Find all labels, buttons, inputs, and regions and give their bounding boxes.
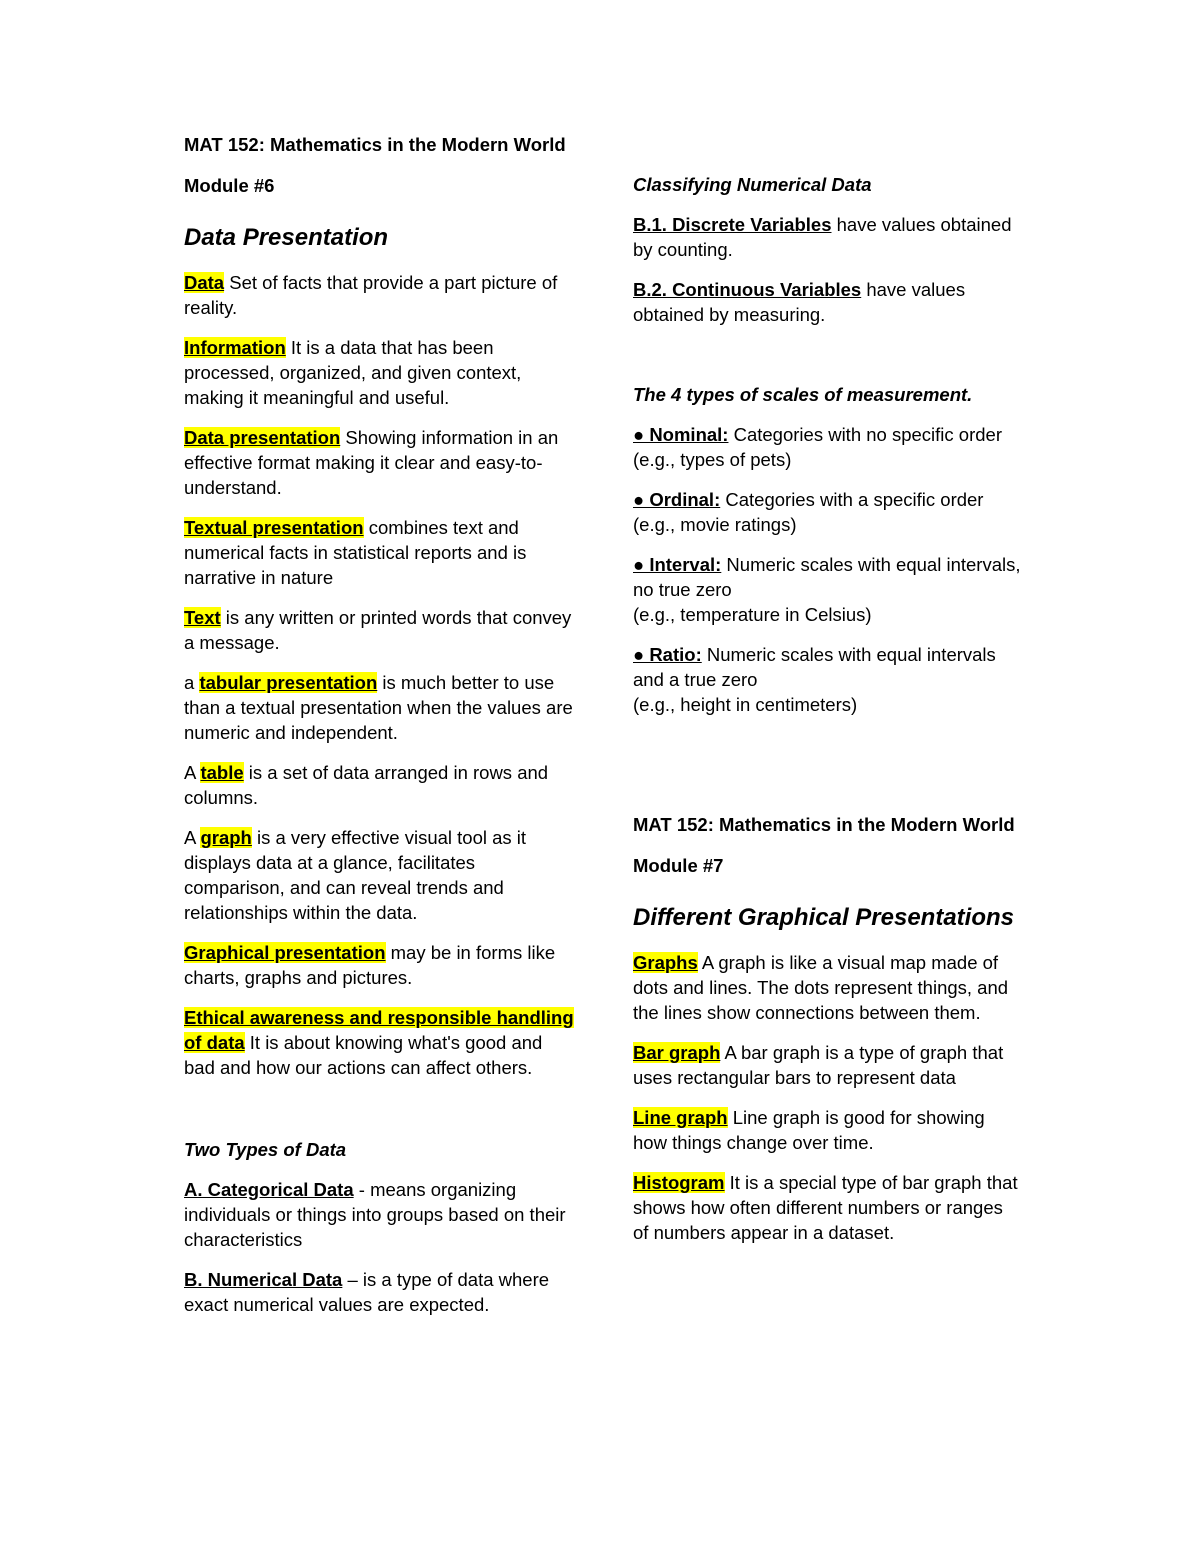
definition-graphs: Graphs A graph is like a visual map made of dots and lines. The dots represent things, and the lines show connections between them. xyxy=(633,952,1009,1023)
term-information: Information xyxy=(184,337,286,358)
term-ethical-awareness: Ethical awareness and responsible handling of data xyxy=(184,1007,574,1053)
term-continuous-variables: B.2. Continuous Variables xyxy=(633,279,862,300)
definition-histogram: Histogram It is a special type of bar graph that shows how often different numbers or ranges of numbers appear in a dataset. xyxy=(633,1172,1018,1243)
definition-tabular-presentation: a tabular presentation is much better to use than a textual presentation when the values are numeric and independent. xyxy=(184,672,573,743)
term-data-presentation: Data presentation xyxy=(184,427,341,448)
definition-bar-graph: Bar graph A bar graph is a type of graph that uses rectangular bars to represent data xyxy=(633,1042,1004,1088)
term-numerical-data: B. Numerical Data xyxy=(184,1269,343,1290)
scale-ordinal: ● Ordinal: Categories with a specific order (e.g., movie ratings) xyxy=(633,489,984,535)
term-data: Data xyxy=(184,272,225,293)
term-textual-presentation: Textual presentation xyxy=(184,517,364,538)
module-6-label: Module #6 xyxy=(184,175,275,196)
term-nominal: ● Nominal: xyxy=(633,424,729,445)
course-title-module-7: MAT 152: Mathematics in the Modern World xyxy=(633,814,1015,835)
spacer xyxy=(633,732,1023,798)
scale-ratio: ● Ratio: Numeric scales with equal intervals and a true zero (e.g., height in centimeters) xyxy=(633,644,996,715)
definition-data-presentation: Data presentation Showing information in an effective format making it clear and easy-to-understand. xyxy=(184,427,559,498)
two-types-heading: Two Types of Data xyxy=(184,1139,347,1160)
data-presentation-title: Data Presentation xyxy=(184,224,389,251)
term-tabular-presentation: tabular presentation xyxy=(199,672,378,693)
definition-text: Text is any written or printed words that convey a message. xyxy=(184,607,572,653)
term-table: table xyxy=(200,762,244,783)
spacer xyxy=(184,1095,574,1137)
scale-nominal: ● Nominal: Categories with no specific order (e.g., types of pets) xyxy=(633,424,1002,470)
term-ratio: ● Ratio: xyxy=(633,644,702,665)
spacer xyxy=(633,342,1023,382)
continuous-variables-item: B.2. Continuous Variables have values obtained by measuring. xyxy=(633,279,966,325)
spacer xyxy=(633,798,1023,812)
term-categorical-data: A. Categorical Data xyxy=(184,1179,354,1200)
scales-heading: The 4 types of scales of measurement. xyxy=(633,384,973,405)
term-histogram: Histogram xyxy=(633,1172,725,1193)
numerical-data-item: B. Numerical Data – is a type of data where exact numerical values are expected. xyxy=(184,1269,550,1315)
term-graphs: Graphs xyxy=(633,952,698,973)
definition-ethical-awareness: Ethical awareness and responsible handling of data It is about knowing what's good and bad and how our actions can affect others. xyxy=(184,1007,574,1078)
definition-information: Information It is a data that has been processed, organized, and given context, making it meaningful and useful. xyxy=(184,337,522,408)
definition-data: Data Set of facts that provide a part picture of reality. xyxy=(184,272,558,318)
definition-table: A table is a set of data arranged in rows and columns. xyxy=(184,762,549,808)
scale-interval: ● Interval: Numeric scales with equal intervals, no true zero (e.g., temperature in Celsius) xyxy=(633,554,1021,625)
right-column xyxy=(633,172,1023,1260)
term-bar-graph: Bar graph xyxy=(633,1042,721,1063)
term-line-graph: Line graph xyxy=(633,1107,728,1128)
left-column xyxy=(184,132,574,1332)
term-ordinal: ● Ordinal: xyxy=(633,489,721,510)
graphical-presentations-title: Different Graphical Presentations xyxy=(633,904,1014,931)
classifying-heading: Classifying Numerical Data xyxy=(633,174,872,195)
definition-textual-presentation: Textual presentation combines text and numerical facts in statistical reports and is narrative in nature xyxy=(184,517,527,588)
discrete-variables-item: B.1. Discrete Variables have values obtained by counting. xyxy=(633,214,1012,260)
definition-line-graph: Line graph Line graph is good for showing how things change over time. xyxy=(633,1107,985,1153)
term-graphical-presentation: Graphical presentation xyxy=(184,942,386,963)
definition-graph: A graph is a very effective visual tool as it displays data at a glance, facilitates comparison, and can reveal trends and relationships within the data. xyxy=(184,827,527,923)
module-7-label: Module #7 xyxy=(633,855,724,876)
term-graph: graph xyxy=(200,827,252,848)
term-text: Text xyxy=(184,607,221,628)
term-interval: ● Interval: xyxy=(633,554,722,575)
term-discrete-variables: B.1. Discrete Variables xyxy=(633,214,832,235)
course-title-module-6: MAT 152: Mathematics in the Modern World xyxy=(184,134,566,155)
definition-graphical-presentation: Graphical presentation may be in forms like charts, graphs and pictures. xyxy=(184,942,556,988)
categorical-data-item: A. Categorical Data - means organizing individuals or things into groups based on their characteristics xyxy=(184,1179,566,1250)
